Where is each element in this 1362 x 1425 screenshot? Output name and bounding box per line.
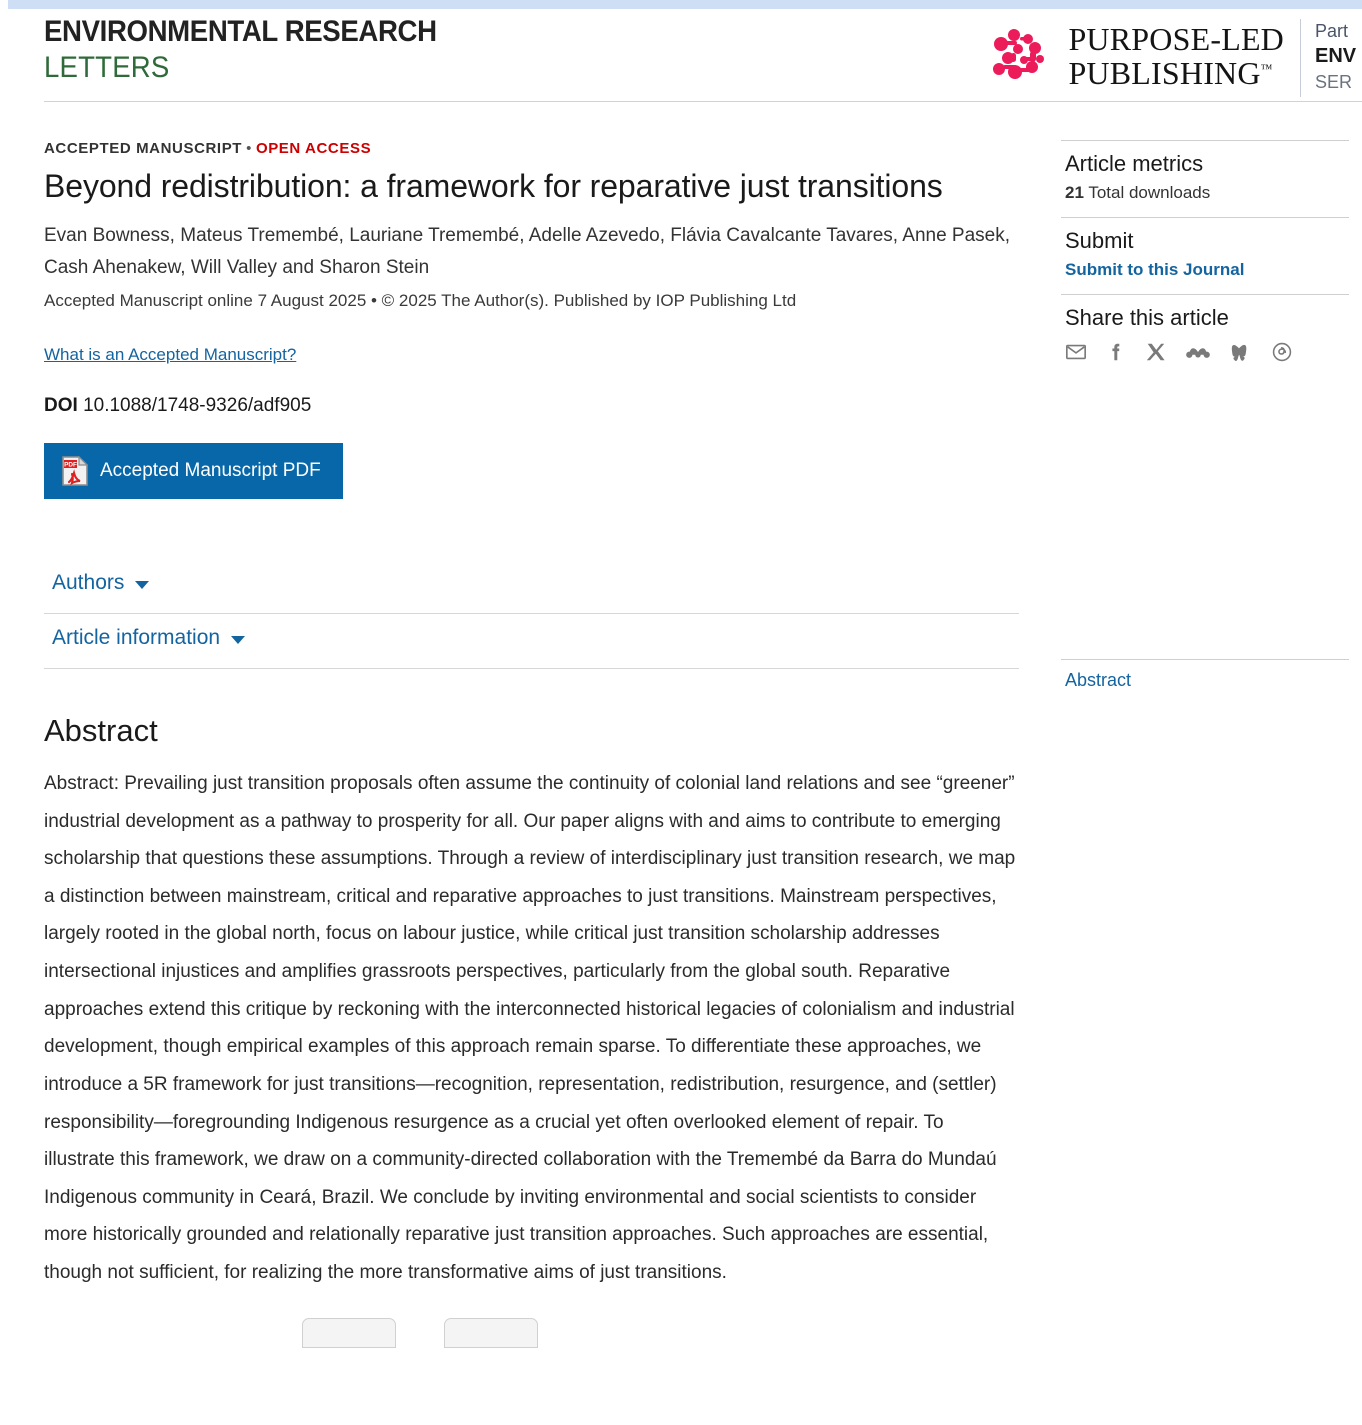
publisher-line2: PUBLISHING xyxy=(1068,54,1261,91)
sidebar-toc xyxy=(1061,659,1349,691)
threads-icon[interactable] xyxy=(1271,341,1293,363)
authors-toggle-button[interactable] xyxy=(52,571,149,595)
svg-text:PDF: PDF xyxy=(64,461,77,469)
bottom-button-row xyxy=(44,1318,1019,1348)
total-downloads xyxy=(1065,183,1349,203)
accordion-authors[interactable] xyxy=(44,559,1019,614)
bluesky-icon[interactable] xyxy=(1229,341,1253,363)
download-count-label: Total downloads xyxy=(1088,183,1211,202)
download-count: 21 xyxy=(1065,183,1084,202)
journal-name-line2: LETTERS xyxy=(44,51,170,84)
toc-abstract-link[interactable]: Abstract xyxy=(1065,670,1132,690)
page-title: Beyond redistribution: a framework for reparative just transitions xyxy=(44,168,943,204)
pdf-button-label: Accepted Manuscript PDF xyxy=(100,460,321,482)
share-article-title: Share this article xyxy=(1065,305,1229,330)
share-icon-row xyxy=(1065,341,1349,363)
author-list: Evan Bowness, Mateus Tremembé, Lauriane Tremembé, Adelle Azevedo, Flávia Cavalcante Tavares, Anne Pasek, Cash Ahenakew, Will Valley and Sharon Stein xyxy=(44,225,1011,278)
bottom-button-1[interactable] xyxy=(302,1318,396,1348)
part-of-line2: ENV xyxy=(1315,45,1357,68)
doi-label: DOI xyxy=(44,395,78,417)
sidebar-article-metrics xyxy=(1061,140,1349,217)
doi-value: 10.1088/1748-9326/adf905 xyxy=(83,395,312,417)
open-access-badge: OPEN ACCESS xyxy=(255,140,372,157)
kicker-type: ACCEPTED MANUSCRIPT xyxy=(44,140,243,157)
abstract-section xyxy=(44,713,1019,1292)
accordion-article-information[interactable] xyxy=(44,614,1019,669)
part-of-line3: SER xyxy=(1315,72,1353,93)
publisher-wordmark xyxy=(1068,23,1284,90)
publisher-logo[interactable] xyxy=(988,23,1284,90)
trademark-symbol: ™ xyxy=(1260,60,1273,75)
publisher-line1: PURPOSE-LED xyxy=(1068,21,1284,57)
email-icon[interactable] xyxy=(1065,341,1087,363)
journal-name-line1: ENVIRONMENTAL RESEARCH xyxy=(44,15,437,48)
header-divider xyxy=(44,101,1362,102)
accepted-manuscript-pdf-button[interactable] xyxy=(44,443,343,499)
part-of-line1: Part xyxy=(1315,21,1349,41)
authors-toggle-label: Authors xyxy=(52,571,125,595)
chevron-down-icon xyxy=(231,636,245,644)
chevron-down-icon xyxy=(135,581,149,589)
kicker-separator: • xyxy=(246,140,252,157)
left-edge-spacer xyxy=(0,0,8,1425)
submit-title: Submit xyxy=(1065,228,1134,253)
pdf-file-icon xyxy=(62,456,88,486)
sidebar-share xyxy=(1061,294,1349,377)
purpose-led-dots-icon xyxy=(988,27,1054,87)
submit-to-journal-link[interactable]: Submit to this Journal xyxy=(1065,260,1245,279)
facebook-icon[interactable] xyxy=(1105,341,1127,363)
site-masthead xyxy=(0,9,1362,101)
abstract-heading: Abstract xyxy=(44,713,158,749)
top-accent-bar xyxy=(0,0,1362,9)
bottom-button-2[interactable] xyxy=(444,1318,538,1348)
sidebar-submit xyxy=(1061,217,1349,294)
abstract-text: Abstract: Prevailing just transition proposals often assume the continuity of colonial land relations and see “greener” industrial development as a pathway to prosperity for all. Our paper aligns with and aims to contribute to emerging scholarship that questions these assumptions. Through a review of interdisciplinary just transition research, we map a distinction between mainstream, critical and reparative approaches to just transitions. Mainstream perspectives, largely rooted in the global north, focus on labour justice, while critical just transition scholarship addresses intersectional injustices and amplifies grassroots perspectives, particularly from the global south. Reparative approaches extend this critique by reckoning with the interconnected historical legacies of colonialism and industrial development, though empirical examples of this approach remain sparse. To differentiate these approaches, we introduce a 5R framework for just transitions—recognition, representation, redistribution, resurgence, and (settler) responsibility—foregrounding Indigenous resurgence as a crucial yet often overlooked element of repair. To illustrate this framework, we draw on a community-directed collaboration with the Tremembé da Barra do Mundaú Indigenous community in Ceará, Brazil. We conclude by inviting environmental and social scientists to consider more historically grounded and relationally reparative just transition approaches. Such approaches are essential, though not sufficient, for realizing the more transformative aims of just transitions. xyxy=(44,773,1016,1283)
article-information-toggle-button[interactable] xyxy=(52,626,245,650)
accordion-group xyxy=(44,559,1019,669)
part-of-series-badge xyxy=(1300,19,1362,97)
doi-line xyxy=(44,395,1019,417)
journal-logo[interactable] xyxy=(44,17,471,83)
what-is-accepted-manuscript-link[interactable]: What is an Accepted Manuscript? xyxy=(44,345,297,365)
article-main-column xyxy=(44,140,1019,1348)
mendeley-icon[interactable] xyxy=(1185,341,1211,363)
article-metrics-title: Article metrics xyxy=(1065,151,1204,176)
article-sidebar xyxy=(1061,140,1349,690)
x-twitter-icon[interactable] xyxy=(1145,341,1167,363)
publication-meta: Accepted Manuscript online 7 August 2025 • © 2025 The Author(s). Published by IOP Publishing Ltd xyxy=(44,291,797,311)
article-kicker xyxy=(44,140,1019,157)
article-information-toggle-label: Article information xyxy=(52,626,221,650)
